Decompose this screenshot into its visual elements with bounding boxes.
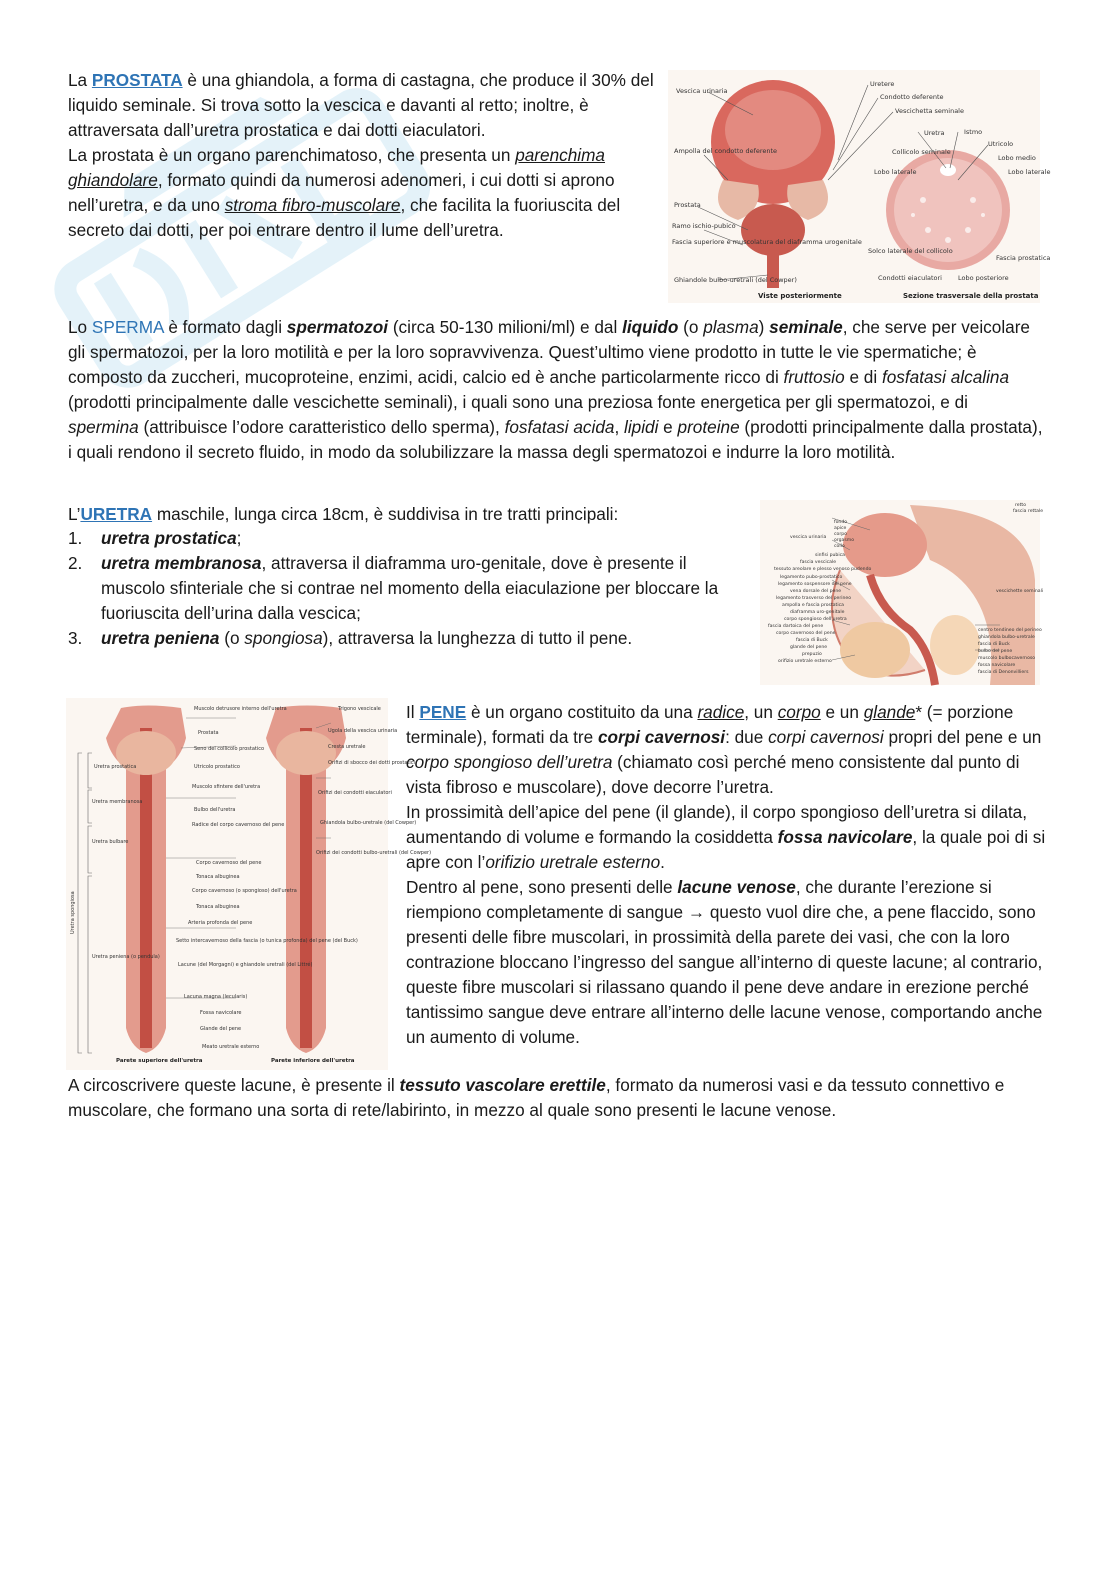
fig-label: Lacune (del Morgagni) e ghiandole uretrali (del Littré)	[178, 962, 313, 968]
fig-label: orifizio uretrale esterno	[778, 659, 832, 664]
fig-label: glande del pene	[790, 645, 828, 650]
fig-label: Lobo posteriore	[958, 274, 1009, 282]
fig-label: Seno del collicolo prostatico	[194, 746, 265, 752]
fig-label: Ugola della vescica urinaria	[328, 728, 398, 734]
fig-label: orgasmo	[834, 538, 855, 543]
fig-label: legamento pubo-prostatico	[780, 575, 843, 580]
fig-caption-right: Sezione trasversale della prostata	[903, 292, 1039, 300]
uretra-intro: L’URETRA maschile, lunga circa 18cm, è suddivisa in tre tratti principali:	[68, 504, 619, 524]
fig-label: Fossa navicolare	[200, 1010, 242, 1016]
fig-caption-left: Parete superiore dell'uretra	[116, 1058, 203, 1064]
fig-label: fossa navicolare	[978, 663, 1016, 668]
fig-label: fascia di Buck	[796, 638, 828, 643]
fig-label: Tonaca albuginea	[196, 904, 240, 910]
fig-label: fascia vescicale	[800, 560, 837, 565]
fig-label: Condotto deferente	[880, 93, 944, 101]
fig-label: Vescica urinaria	[676, 87, 728, 95]
fig-label: Condotti eiaculatori	[878, 274, 942, 282]
fig-label: Bulbo dell'uretra	[194, 807, 236, 813]
fig-label: legamento sospensore del pene	[778, 582, 852, 587]
pene-keyword: PENE	[419, 702, 467, 722]
fig-label: Uretra prostatica	[94, 764, 137, 770]
fig-label: fascia di Buck	[978, 642, 1010, 647]
fig-label: fondo	[834, 520, 848, 525]
fig-label: Collicolo seminale	[892, 148, 951, 156]
list-item: 3. uretra peniena (o spongiosa), attraversa la lunghezza di tutto il pene.	[68, 628, 633, 648]
penis-urethra-figure	[66, 698, 432, 1070]
fig-label: vescichette seminali	[996, 589, 1044, 594]
fig-label: Uretra bulbare	[92, 839, 129, 845]
pene-paragraph: Il PENE è un organo costituito da una radice, un corpo e un glande* (= porzione terminale), formati da tre corpi cavernosi: due corpi cavernosi propri del pene e un corpo spongioso dell’uretra (chiamato così perché meno consistente dal punto di vista fibroso e muscolare), dove decorre l’uretra. In prossimità dell’apice del pene (il glande), il corpo spongioso dell’uretra si dilata, aumentando di volume e formando la cosiddetta fossa navicolare, la quale poi di si apre con l’orifizio uretrale esterno. Dentro al pene, sono presenti delle lacune venose, che durante l’erezione si riempiono completamente di sangue → questo vuol dire che, a pene flaccido, sono presenti delle fibre muscolari, in prossimità della parete dei vasi, che con la loro contrazione bloccano l’ingresso del sangue all’interno di queste lacune; al contrario, queste fibre muscolari si rilassano quando il pene deve andare in erezione perché tantissimo sangue deve entrare all’interno delle lacune venose, comportando anche un aumento di volume.	[406, 702, 1046, 1047]
fig-label: Orifizi dei condotti eiaculatori	[318, 790, 392, 796]
tessuto-paragraph: A circoscrivere queste lacune, è presente il tessuto vascolare erettile, formato da numerosi vasi e da tessuto connettivo e muscolare, che formano una sorta di rete/labirinto, in mezzo al quale sono presenti le lacune venose.	[68, 1075, 1005, 1120]
fig-label: Fascia prostatica	[996, 254, 1051, 262]
list-item: 2. uretra membranosa, attraversa il diaframma uro-genitale, dove è presente il muscolo sfinteriale che si contrae nel momento della eiaculazione per bloccare la fuoriuscita dell’urina dalla vescica;	[68, 553, 719, 623]
fig-label: Uretra	[924, 129, 945, 137]
prostata-paragraph: La PROSTATA è una ghiandola, a forma di castagna, che produce il 30% del liquido seminale. Si trova sotto la vescica e davanti al retto; inoltre, è attraversata dall’uretra prostatica e dai dotti eiaculatori. La prostata è un organo parenchimatoso, che presenta un parenchima ghiandolare, formato quindi da numerosi adenomeri, i cui dotti si aprono nell’uretra, e da uno stroma fibro-muscolare, che facilita la fuoriuscita del secreto dai dotti, per poi entrare dentro il lume dell’uretra.	[68, 70, 654, 240]
fig-label: vescica urinaria	[790, 535, 827, 540]
fig-label: legamento trasverso del perineo	[776, 596, 852, 601]
fig-label: bulbo del pene	[978, 649, 1013, 654]
fig-label: corpo spongioso dell'uretra	[784, 617, 847, 622]
fig-label: Ghiandole bulbo-uretrali (del Cowper)	[674, 276, 797, 284]
fig-label: Lobo laterale	[1008, 168, 1051, 176]
fig-label: Arteria profonda del pene	[188, 920, 253, 926]
fig-label: corpo	[834, 532, 847, 537]
fig-label: Prostata	[198, 730, 219, 736]
fig-label: Setto intercavernoso della fascia (o tunica profonda) del pene (del Buck)	[176, 938, 358, 944]
fig-label: vena dorsale del pene	[790, 589, 842, 594]
fig-label: Ghiandola bulbo-uretrale (del Cowper)	[320, 820, 417, 826]
fig-label: Lacuna magna (lecularis)	[184, 994, 248, 1000]
fig-label: Prostata	[674, 201, 701, 209]
uretra-list	[68, 526, 748, 651]
fig-label: retto	[1015, 503, 1027, 508]
fig-label: ampolla e fascia prostatica	[782, 603, 844, 608]
fig-label: Fascia superiore e muscolatura del diaframma urogenitale	[672, 238, 862, 246]
fig-label: apice	[834, 526, 847, 531]
fig-label: Radice del corpo cavernoso del pene	[192, 822, 285, 828]
fig-label: tessuto areolare e plesso venoso pudendo	[774, 567, 872, 572]
fig-label: collo	[834, 544, 845, 549]
fig-label: centro tendineo del perineo	[978, 628, 1042, 633]
sperma-paragraph: Lo SPERMA è formato dagli spermatozoi (circa 50-130 milioni/ml) e dal liquido (o plasma) seminale, che serve per veicolare gli spermatozoi, per la loro motilità e per la loro sopravvivenza. Quest’ultimo viene prodotto in tutte le vie spermatiche; è composto da zuccheri, mucoproteine, enzimi, acidi, calcio ed è anche particolarmente ricco di fruttosio e di fosfatasi alcalina (prodotti principalmente dalle vescichette seminali), i quali sono una preziosa fonte energetica per gli spermatozoi, e di spermina (attribuisce l’odore caratteristico dello sperma), fosfatasi acida, lipidi e proteine (prodotti principalmente dalla prostata), i quali rendono il secreto fluido, in modo da solubilizzare la massa degli spermatozoi e indurre la loro motilità.	[68, 317, 1043, 462]
prostata-keyword: PROSTATA	[91, 70, 183, 90]
fig-label: Utricolo prostatico	[194, 764, 240, 770]
sperma-keyword: SPERMA	[91, 317, 164, 337]
fig-label: Tonaca albuginea	[196, 874, 240, 880]
fig-label: Glande del pene	[200, 1026, 242, 1032]
fig-label: Ampolla del condotto deferente	[674, 147, 778, 155]
fig-label: Solco laterale del collicolo	[868, 247, 953, 255]
fig-label: fascia dartoica del pene	[768, 624, 824, 629]
fig-label: corpo cavernoso del pene	[776, 631, 836, 636]
fig-label: Lobo laterale	[874, 168, 917, 176]
fig-label: muscolo bulbocavernoso	[978, 656, 1036, 661]
fig-label: Muscolo detrusore interno dell'uretra	[194, 706, 287, 712]
fig-label: Corpo cavernoso (o spongioso) dell'uretra	[192, 888, 297, 894]
fig-label: Ramo ischio-pubico	[672, 222, 736, 230]
list-item: 1. uretra prostatica;	[68, 528, 242, 548]
fig-label: Orifizi dei condotti bulbo-uretrali (del Cowper)	[316, 850, 432, 856]
fig-label: sinfisi pubica	[815, 553, 845, 558]
fig-label: Vescichetta seminale	[895, 107, 964, 115]
fig-label: fascia rettale	[1013, 509, 1044, 514]
fig-caption-right: Parete inferiore dell'uretra	[271, 1058, 355, 1064]
fig-label: Utricolo	[988, 140, 1014, 148]
fig-label: Uretra peniena (o pendula)	[92, 954, 160, 960]
fig-label: prepuzio	[802, 652, 822, 657]
prostate-anatomy-figure	[668, 70, 1051, 303]
fig-label: Orifizi di sbocco dei dotti prostatici	[328, 760, 415, 766]
fig-label: ghiandola bulbo-uretrale	[978, 635, 1035, 640]
fig-label: Istmo	[964, 128, 983, 136]
fig-label: Trigono vescicale	[338, 706, 381, 712]
fig-label: Meato uretrale esterno	[202, 1044, 260, 1050]
arrow-icon: →	[687, 902, 706, 922]
fig-caption-left: Viste posteriormente	[758, 292, 842, 300]
fig-label: Uretra spongiosa	[70, 891, 76, 934]
fig-label: Uretra membranosa	[92, 799, 143, 805]
fig-label: Muscolo sfintere dell'uretra	[192, 784, 261, 790]
fig-label: Corpo cavernoso del pene	[196, 860, 262, 866]
fig-label: fascia di Denonvilliers	[978, 670, 1029, 675]
uretra-keyword: URETRA	[80, 504, 153, 524]
fig-label: Cresta uretrale	[328, 744, 366, 750]
urethra-sagittal-figure	[760, 500, 1044, 685]
fig-label: diaframma uro-genitale	[790, 610, 845, 615]
fig-label: Uretere	[870, 80, 895, 88]
fig-label: Lobo medio	[998, 154, 1036, 162]
